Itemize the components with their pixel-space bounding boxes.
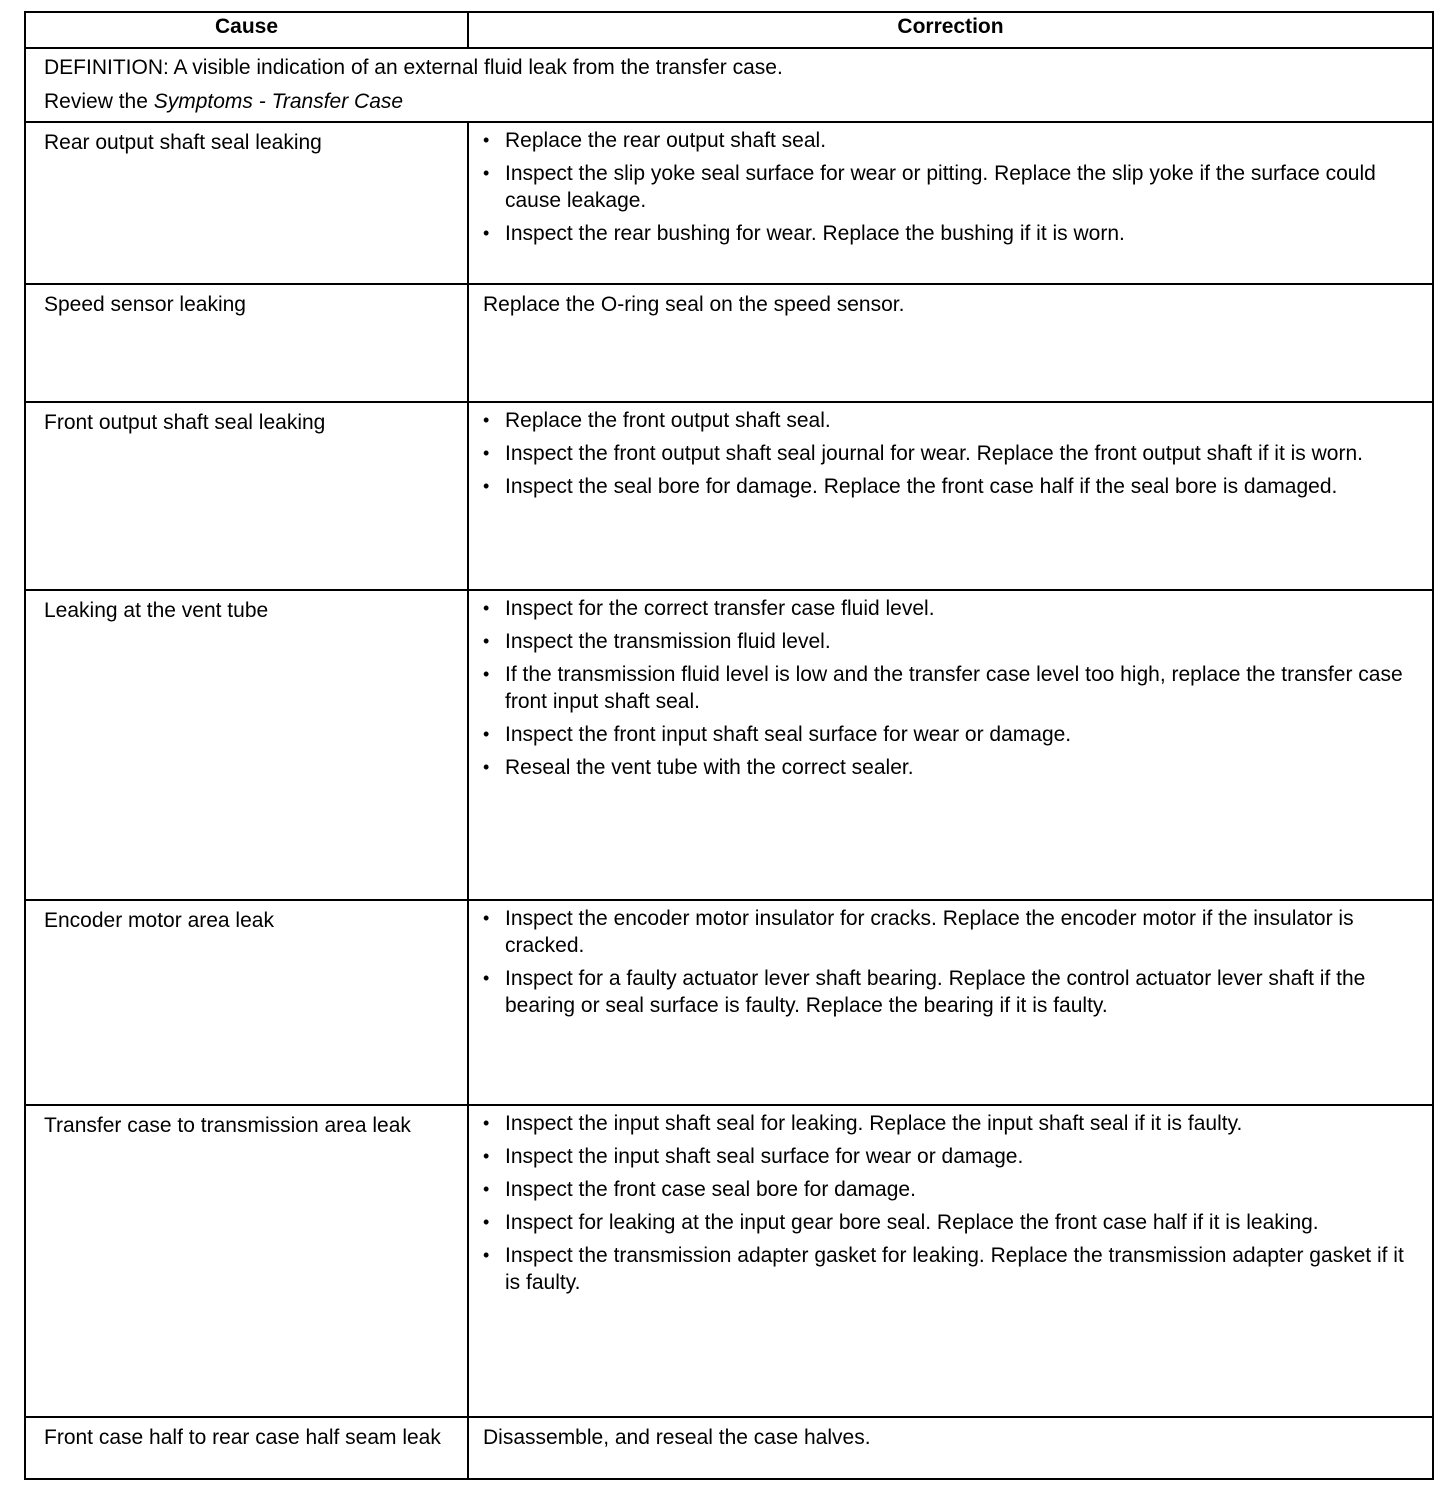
correction-item: • Inspect the seal bore for damage. Replace the front case half if the seal bore is damaged. bbox=[505, 473, 1420, 500]
table-row bbox=[25, 402, 1433, 590]
correction-item: • Inspect for a faulty actuator lever shaft bearing. Replace the control actuator lever shaft if the bearing or seal surface is faulty. Replace the bearing if it is faulty. bbox=[505, 965, 1420, 1019]
correction-item: • Inspect the rear bushing for wear. Replace the bushing if it is worn. bbox=[505, 220, 1420, 247]
cause-header: Cause bbox=[25, 12, 468, 48]
correction-item: • Inspect the transmission fluid level. bbox=[505, 628, 1420, 655]
correction-item: • Inspect the front output shaft seal journal for wear. Replace the front output shaft if it is worn. bbox=[505, 440, 1420, 467]
table-row bbox=[25, 590, 1433, 900]
correction-cell bbox=[468, 900, 1433, 1105]
cause-cell: Speed sensor leaking bbox=[25, 284, 468, 402]
cause-cell: Transfer case to transmission area leak bbox=[25, 1105, 468, 1417]
correction-cell: Disassemble, and reseal the case halves. bbox=[468, 1417, 1433, 1479]
correction-cell bbox=[468, 1105, 1433, 1417]
correction-item: • Replace the rear output shaft seal. bbox=[505, 127, 1420, 154]
correction-item: • Inspect the front case seal bore for damage. bbox=[505, 1176, 1420, 1203]
correction-list bbox=[469, 1106, 1432, 1296]
correction-cell bbox=[468, 402, 1433, 590]
table-row bbox=[25, 284, 1433, 402]
correction-item: • Inspect the encoder motor insulator for cracks. Replace the encoder motor if the insulator is cracked. bbox=[505, 905, 1420, 959]
symptoms-link[interactable]: Symptoms - Transfer Case bbox=[153, 90, 404, 113]
correction-cell: Replace the O-ring seal on the speed sensor. bbox=[468, 284, 1433, 402]
table-row bbox=[25, 1417, 1433, 1479]
correction-cell bbox=[468, 590, 1433, 900]
cause-cell: Front output shaft seal leaking bbox=[25, 402, 468, 590]
correction-item: • Inspect the transmission adapter gasket for leaking. Replace the transmission adapter gasket if it is faulty. bbox=[505, 1242, 1420, 1296]
definition-cell bbox=[25, 48, 1433, 122]
table-row bbox=[25, 1105, 1433, 1417]
table-row bbox=[25, 900, 1433, 1105]
correction-list bbox=[469, 901, 1432, 1019]
correction-item: • Inspect for the correct transfer case fluid level. bbox=[505, 595, 1420, 622]
correction-item: • Inspect the slip yoke seal surface for wear or pitting. Replace the slip yoke if the surface could cause leakage. bbox=[505, 160, 1420, 214]
header-row bbox=[25, 12, 1433, 48]
definition-row bbox=[25, 48, 1433, 122]
correction-item: • Replace the front output shaft seal. bbox=[505, 407, 1420, 434]
diagnostic-table bbox=[24, 11, 1434, 1480]
correction-list bbox=[469, 403, 1432, 500]
correction-list bbox=[469, 591, 1432, 781]
cause-cell: Leaking at the vent tube bbox=[25, 590, 468, 900]
correction-item: • Inspect for leaking at the input gear bore seal. Replace the front case half if it is leaking. bbox=[505, 1209, 1420, 1236]
cause-cell: Rear output shaft seal leaking bbox=[25, 122, 468, 284]
correction-header: Correction bbox=[468, 12, 1433, 48]
correction-item: • Inspect the input shaft seal surface for wear or damage. bbox=[505, 1143, 1420, 1170]
review-prefix: Review the bbox=[44, 90, 154, 113]
correction-item: • If the transmission fluid level is low and the transfer case level too high, replace the transfer case front input shaft seal. bbox=[505, 661, 1420, 715]
correction-item: • Inspect the input shaft seal for leaking. Replace the input shaft seal if it is faulty. bbox=[505, 1110, 1420, 1137]
review-line bbox=[44, 85, 1422, 119]
definition-text: DEFINITION: A visible indication of an external fluid leak from the transfer case. bbox=[44, 56, 783, 79]
cause-cell: Encoder motor area leak bbox=[25, 900, 468, 1105]
correction-item: • Reseal the vent tube with the correct sealer. bbox=[505, 754, 1420, 781]
correction-cell bbox=[468, 122, 1433, 284]
correction-list bbox=[469, 123, 1432, 247]
table-row bbox=[25, 122, 1433, 284]
correction-item: • Inspect the front input shaft seal surface for wear or damage. bbox=[505, 721, 1420, 748]
cause-cell: Front case half to rear case half seam leak bbox=[25, 1417, 468, 1479]
